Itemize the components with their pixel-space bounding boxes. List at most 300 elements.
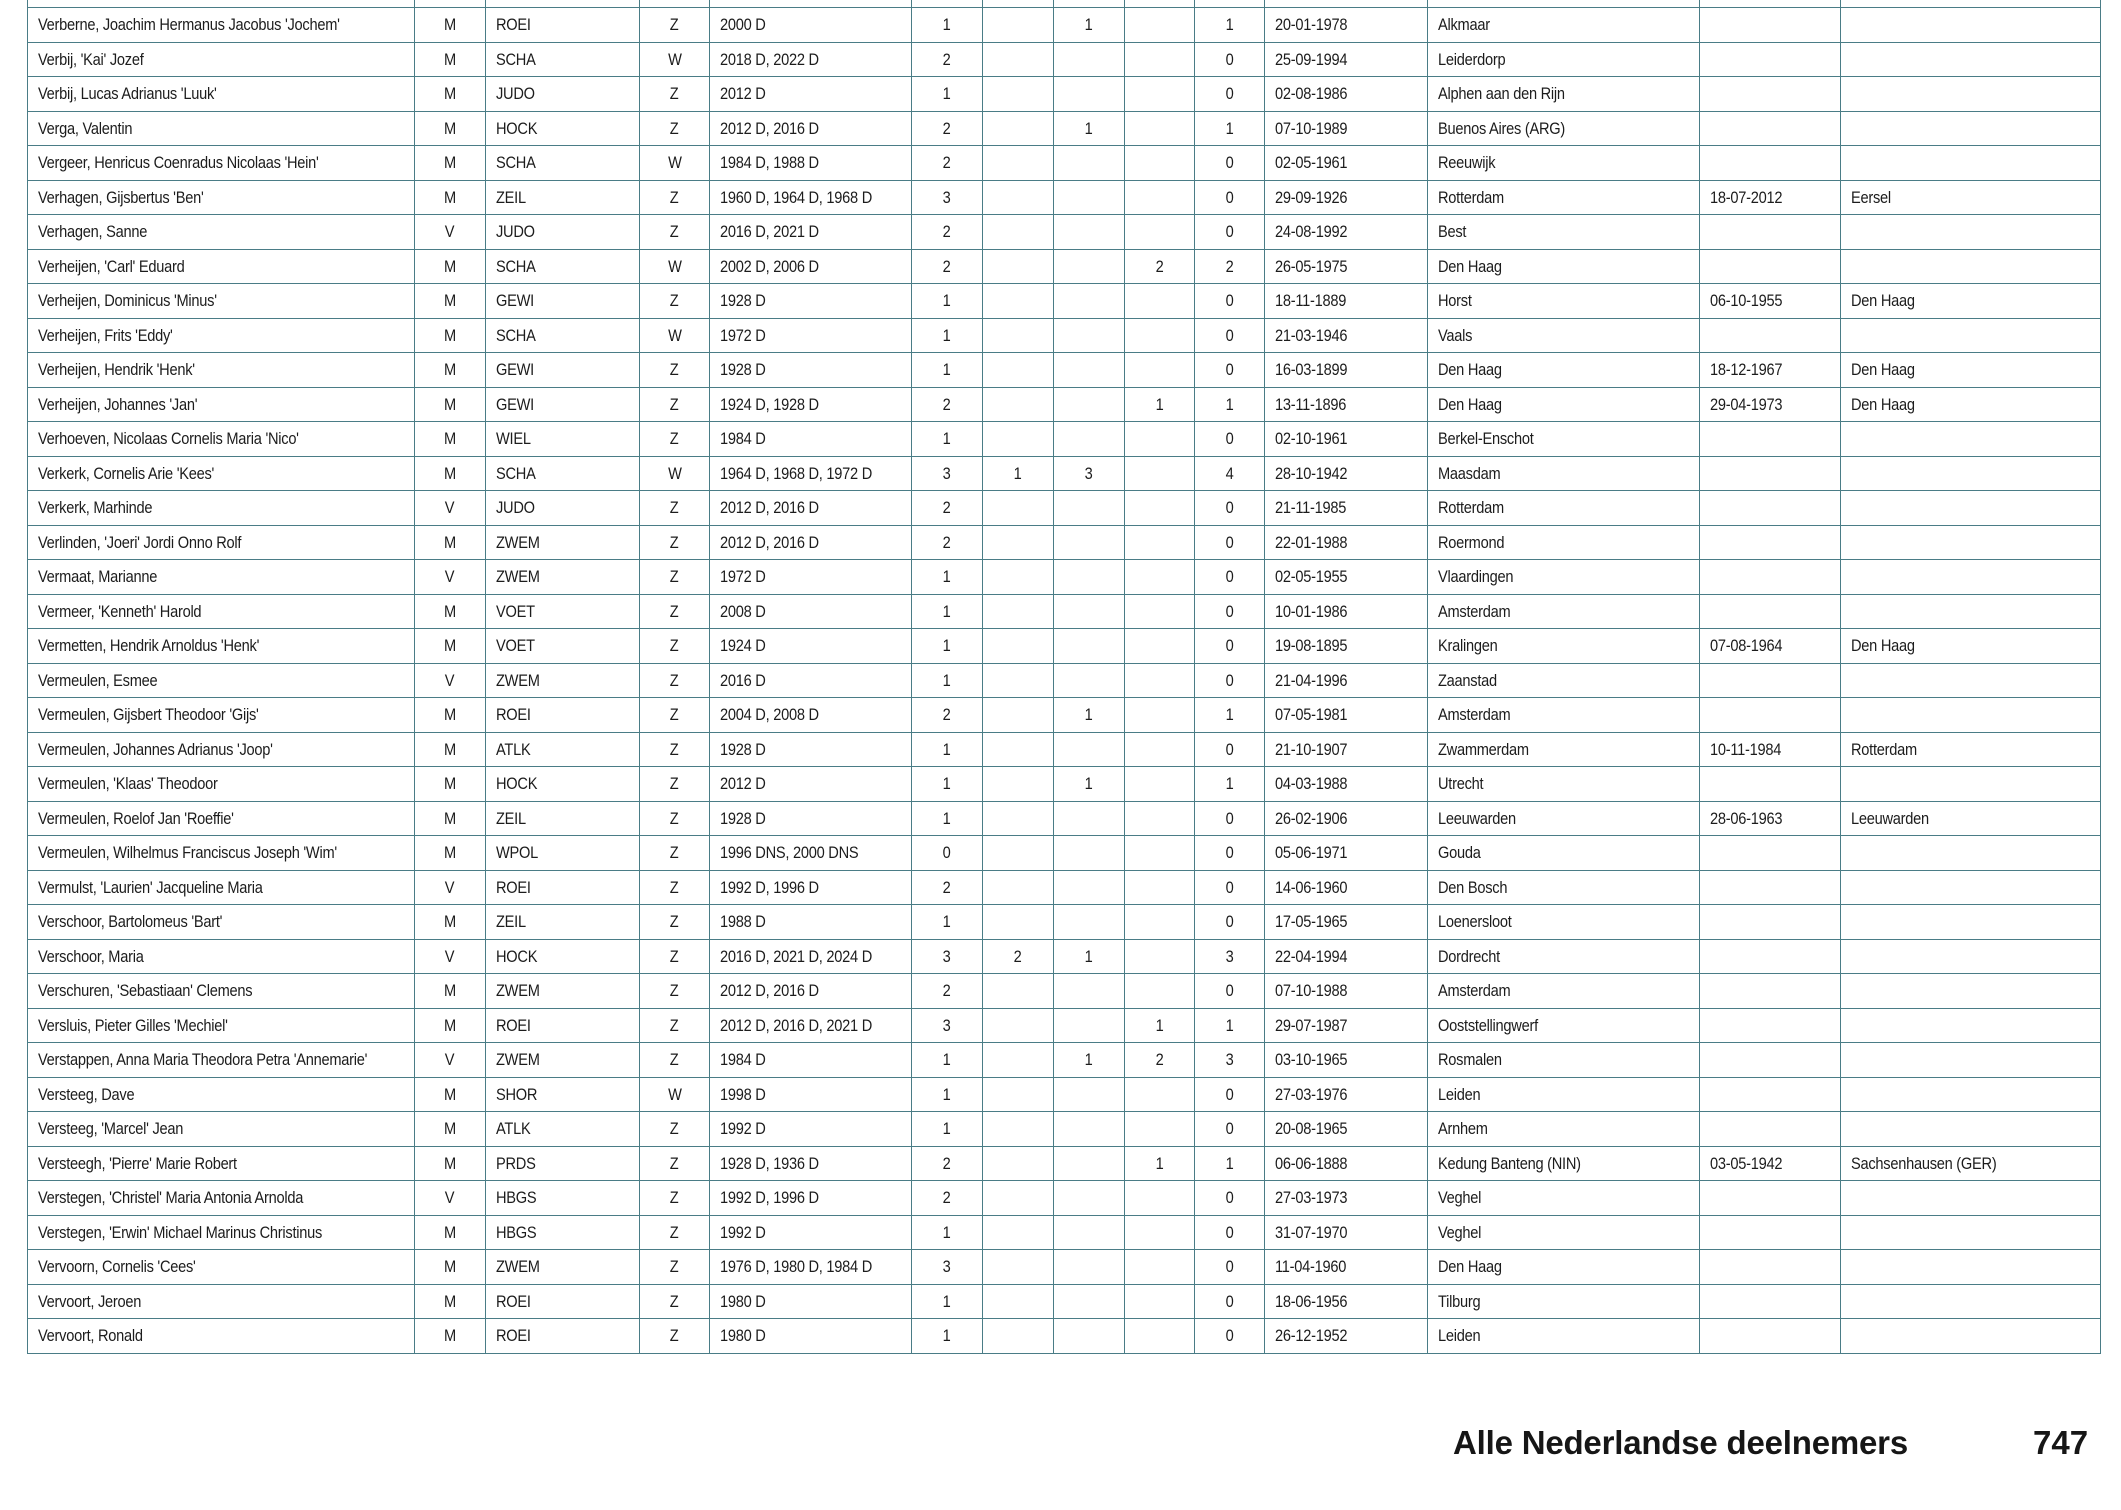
- gender-text: M: [444, 601, 456, 621]
- name-cell: [28, 801, 415, 836]
- medals-total-cell: [1195, 836, 1265, 871]
- bronze-cell: [1125, 284, 1195, 319]
- birth-place-cell: [1428, 801, 1700, 836]
- name-text: Vermulst, 'Laurien' Jacqueline Maria: [38, 877, 263, 897]
- participations-text: 1: [943, 1326, 951, 1346]
- sport-cell: [486, 456, 640, 491]
- death-date-cell: [1700, 1146, 1841, 1181]
- participants-sheet: [27, 0, 2100, 1354]
- birth-date-cell: [1265, 525, 1428, 560]
- gender-text: V: [445, 222, 455, 242]
- table-row: [28, 1077, 2101, 1112]
- gold-cell: [983, 1077, 1054, 1112]
- birth-place-text: Rotterdam: [1438, 187, 1504, 207]
- participations-text: 2: [943, 532, 951, 552]
- participations-cell: [912, 767, 983, 802]
- birth-date-cell: [1265, 1284, 1428, 1319]
- silver-cell: [1054, 249, 1125, 284]
- season-text: W: [667, 256, 682, 276]
- sport-cell: [486, 215, 640, 250]
- name-text: Verheijen, Hendrik 'Henk': [38, 360, 195, 380]
- season-cell: [640, 767, 710, 802]
- name-cell: [28, 77, 415, 112]
- gender-text: V: [445, 1050, 455, 1070]
- death-date-cell: [1700, 594, 1841, 629]
- death-place-cell: [1841, 42, 2101, 77]
- bronze-text: 2: [1155, 256, 1164, 276]
- birth-place-cell: [1428, 939, 1700, 974]
- birth-place-text: Veghel: [1438, 1222, 1482, 1242]
- bronze-cell: [1125, 1043, 1195, 1078]
- gender-cell: [415, 146, 486, 181]
- birth-date-cell: [1265, 1146, 1428, 1181]
- participations-cell: [912, 353, 983, 388]
- table-row: [28, 629, 2101, 664]
- silver-cell: [1054, 1146, 1125, 1181]
- silver-cell: [1054, 905, 1125, 940]
- gold-cell: [983, 1319, 1054, 1354]
- participations-text: 1: [943, 601, 951, 621]
- gold-cell: [983, 801, 1054, 836]
- gold-cell: [983, 456, 1054, 491]
- gender-cell: [415, 215, 486, 250]
- medals-total-cell: [1195, 180, 1265, 215]
- birth-date-cell: [1265, 836, 1428, 871]
- gender-cell: [415, 77, 486, 112]
- name-cell: [28, 1043, 415, 1078]
- gender-text: M: [444, 394, 456, 414]
- sport-cell: [486, 1112, 640, 1147]
- games-cell: [710, 111, 912, 146]
- participations-cell: [912, 456, 983, 491]
- name-text: Versteeg, 'Marcel' Jean: [38, 1119, 184, 1139]
- table-row: [28, 1008, 2101, 1043]
- gender-cell: [415, 491, 486, 526]
- participations-text: 0: [943, 843, 951, 863]
- silver-text: 1: [1085, 15, 1093, 35]
- death-date-cell: [1700, 870, 1841, 905]
- name-text: Verhoeven, Nicolaas Cornelis Maria 'Nico': [38, 429, 299, 449]
- table-row: [28, 249, 2101, 284]
- gender-cell: [415, 1008, 486, 1043]
- bronze-cell: [1125, 491, 1195, 526]
- gold-cell: [983, 1112, 1054, 1147]
- bronze-cell: [1125, 663, 1195, 698]
- participations-cell: [912, 318, 983, 353]
- season-text: Z: [670, 739, 679, 759]
- death-date-cell: [1700, 801, 1841, 836]
- medals-total-cell: [1195, 870, 1265, 905]
- games-cell: [710, 42, 912, 77]
- games-text: 1980 D: [720, 1326, 766, 1346]
- sport-cell: [486, 1077, 640, 1112]
- birth-place-text: Tilburg: [1438, 1291, 1481, 1311]
- name-cell: [28, 629, 415, 664]
- birth-date-text: 05-06-1971: [1275, 843, 1348, 863]
- games-text: 2002 D, 2006 D: [720, 256, 819, 276]
- sport-text: ROEI: [496, 705, 531, 725]
- season-text: Z: [670, 601, 679, 621]
- season-text: W: [667, 325, 682, 345]
- games-text: 2016 D: [720, 670, 766, 690]
- participations-cell: [912, 1008, 983, 1043]
- birth-place-cell: [1428, 42, 1700, 77]
- sport-text: GEWI: [496, 394, 534, 414]
- gold-cell: [983, 698, 1054, 733]
- death-place-cell: [1841, 146, 2101, 181]
- death-date-cell: [1700, 42, 1841, 77]
- name-text: Verbij, Lucas Adrianus 'Luuk': [38, 84, 217, 104]
- season-cell: [640, 318, 710, 353]
- birth-date-text: 26-05-1975: [1275, 256, 1348, 276]
- medals-total-text: 0: [1225, 636, 1234, 656]
- table-row: [28, 42, 2101, 77]
- participations-cell: [912, 1077, 983, 1112]
- gender-text: M: [444, 1222, 456, 1242]
- medals-total-cell: [1195, 456, 1265, 491]
- gold-cell: [983, 491, 1054, 526]
- medals-total-text: 3: [1225, 946, 1234, 966]
- silver-text: 3: [1085, 463, 1093, 483]
- birth-place-cell: [1428, 1215, 1700, 1250]
- medals-total-cell: [1195, 146, 1265, 181]
- name-text: Verheijen, Dominicus 'Minus': [38, 291, 217, 311]
- season-cell: [640, 698, 710, 733]
- birth-place-cell: [1428, 1181, 1700, 1216]
- birth-date-text: 22-01-1988: [1275, 532, 1348, 552]
- birth-place-cell: [1428, 491, 1700, 526]
- medals-total-cell: [1195, 1181, 1265, 1216]
- medals-total-text: 0: [1225, 429, 1234, 449]
- birth-date-text: 26-02-1906: [1275, 808, 1348, 828]
- sport-cell: [486, 525, 640, 560]
- gold-cell: [983, 1181, 1054, 1216]
- death-date-cell: [1700, 698, 1841, 733]
- name-text: Vermeulen, Johannes Adrianus 'Joop': [38, 739, 273, 759]
- sport-cell: [486, 870, 640, 905]
- birth-date-cell: [1265, 422, 1428, 457]
- death-date-text: 28-06-1963: [1710, 808, 1783, 828]
- medals-total-text: 0: [1225, 1257, 1234, 1277]
- gold-text: 2: [1014, 946, 1022, 966]
- silver-cell: [1054, 1319, 1125, 1354]
- name-cell: [28, 353, 415, 388]
- gender-text: M: [444, 912, 456, 932]
- bronze-cell: [1125, 1077, 1195, 1112]
- games-cell: [710, 1215, 912, 1250]
- death-place-text: Eersel: [1851, 187, 1891, 207]
- medals-total-cell: [1195, 698, 1265, 733]
- death-place-cell: [1841, 767, 2101, 802]
- gender-cell: [415, 939, 486, 974]
- games-text: 1972 D: [720, 567, 766, 587]
- birth-date-cell: [1265, 663, 1428, 698]
- silver-text: 1: [1085, 705, 1093, 725]
- death-place-text: Rotterdam: [1851, 739, 1917, 759]
- death-place-cell: [1841, 1077, 2101, 1112]
- birth-date-text: 03-10-1965: [1275, 1050, 1348, 1070]
- gender-text: M: [444, 118, 456, 138]
- medals-total-cell: [1195, 767, 1265, 802]
- death-place-cell: [1841, 180, 2101, 215]
- death-place-cell: [1841, 1008, 2101, 1043]
- games-text: 2012 D: [720, 774, 766, 794]
- gender-cell: [415, 801, 486, 836]
- name-cell: [28, 42, 415, 77]
- participations-text: 3: [943, 463, 951, 483]
- participations-cell: [912, 732, 983, 767]
- birth-place-cell: [1428, 905, 1700, 940]
- games-text: 1928 D, 1936 D: [720, 1153, 819, 1173]
- death-date-cell: [1700, 767, 1841, 802]
- birth-place-text: Zwammerdam: [1438, 739, 1529, 759]
- season-cell: [640, 77, 710, 112]
- table-row: [28, 180, 2101, 215]
- sport-cell: [486, 732, 640, 767]
- birth-date-text: 14-06-1960: [1275, 877, 1348, 897]
- participations-cell: [912, 77, 983, 112]
- gender-cell: [415, 870, 486, 905]
- name-cell: [28, 698, 415, 733]
- gold-cell: [983, 318, 1054, 353]
- birth-date-cell: [1265, 353, 1428, 388]
- participations-text: 1: [943, 1222, 951, 1242]
- birth-date-text: 17-05-1965: [1275, 912, 1348, 932]
- medals-total-cell: [1195, 525, 1265, 560]
- gender-text: M: [444, 429, 456, 449]
- silver-cell: [1054, 1077, 1125, 1112]
- season-cell: [640, 1112, 710, 1147]
- bronze-cell: [1125, 732, 1195, 767]
- participations-cell: [912, 387, 983, 422]
- table-row: [28, 215, 2101, 250]
- silver-cell: [1054, 1008, 1125, 1043]
- birth-date-cell: [1265, 146, 1428, 181]
- medals-total-cell: [1195, 663, 1265, 698]
- birth-date-text: 02-05-1961: [1275, 153, 1348, 173]
- season-text: W: [667, 463, 682, 483]
- participations-cell: [912, 1250, 983, 1285]
- birth-place-text: Berkel-Enschot: [1438, 429, 1534, 449]
- sport-text: SCHA: [496, 256, 536, 276]
- medals-total-text: 0: [1225, 1222, 1234, 1242]
- birth-place-cell: [1428, 353, 1700, 388]
- gender-text: M: [444, 532, 456, 552]
- birth-place-cell: [1428, 594, 1700, 629]
- medals-total-cell: [1195, 801, 1265, 836]
- games-text: 2012 D: [720, 84, 766, 104]
- birth-place-text: Gouda: [1438, 843, 1481, 863]
- birth-date-text: 26-12-1952: [1275, 1326, 1348, 1346]
- death-place-cell: [1841, 1112, 2101, 1147]
- medals-total-text: 0: [1225, 153, 1234, 173]
- season-text: Z: [670, 1257, 679, 1277]
- gold-cell: [983, 215, 1054, 250]
- sport-text: GEWI: [496, 291, 534, 311]
- name-text: Verheijen, 'Carl' Eduard: [38, 256, 185, 276]
- season-cell: [640, 284, 710, 319]
- death-date-cell: [1700, 8, 1841, 43]
- name-text: Vermaat, Marianne: [38, 567, 158, 587]
- sport-text: HOCK: [496, 118, 538, 138]
- death-place-cell: [1841, 318, 2101, 353]
- medals-total-text: 0: [1225, 912, 1234, 932]
- medals-total-cell: [1195, 422, 1265, 457]
- table-row: [28, 1043, 2101, 1078]
- silver-cell: [1054, 1284, 1125, 1319]
- birth-date-text: 11-04-1960: [1275, 1257, 1347, 1277]
- sport-cell: [486, 663, 640, 698]
- death-place-cell: [1841, 1319, 2101, 1354]
- games-cell: [710, 1008, 912, 1043]
- gender-text: M: [444, 636, 456, 656]
- sport-cell: [486, 1043, 640, 1078]
- birth-place-cell: [1428, 870, 1700, 905]
- season-text: W: [667, 153, 682, 173]
- death-date-cell: [1700, 1250, 1841, 1285]
- silver-cell: [1054, 974, 1125, 1009]
- birth-date-cell: [1265, 387, 1428, 422]
- birth-date-text: 28-10-1942: [1275, 463, 1348, 483]
- participations-text: 2: [943, 118, 951, 138]
- gender-cell: [415, 284, 486, 319]
- medals-total-text: 0: [1225, 1119, 1234, 1139]
- birth-date-cell: [1265, 42, 1428, 77]
- participations-cell: [912, 594, 983, 629]
- birth-date-cell: [1265, 111, 1428, 146]
- sport-text: ATLK: [496, 1119, 531, 1139]
- table-row: [28, 594, 2101, 629]
- medals-total-text: 0: [1225, 360, 1234, 380]
- sport-cell: [486, 180, 640, 215]
- death-date-cell: [1700, 215, 1841, 250]
- name-cell: [28, 422, 415, 457]
- participations-cell: [912, 1043, 983, 1078]
- bronze-cell: [1125, 180, 1195, 215]
- gender-cell: [415, 111, 486, 146]
- birth-place-text: Alphen aan den Rijn: [1438, 84, 1565, 104]
- gold-cell: [983, 180, 1054, 215]
- gender-text: M: [444, 1084, 456, 1104]
- birth-date-text: 29-09-1926: [1275, 187, 1348, 207]
- sport-cell: [486, 1181, 640, 1216]
- name-cell: [28, 870, 415, 905]
- sport-cell: [486, 491, 640, 526]
- birth-place-cell: [1428, 629, 1700, 664]
- name-text: Verhagen, Sanne: [38, 222, 148, 242]
- birth-date-cell: [1265, 284, 1428, 319]
- gender-cell: [415, 836, 486, 871]
- name-text: Versteeg, Dave: [38, 1084, 135, 1104]
- table-row: [28, 870, 2101, 905]
- silver-cell: [1054, 180, 1125, 215]
- birth-place-cell: [1428, 456, 1700, 491]
- season-text: Z: [670, 774, 679, 794]
- death-place-cell: [1841, 594, 2101, 629]
- season-cell: [640, 560, 710, 595]
- games-text: 2008 D: [720, 601, 766, 621]
- birth-place-text: Ooststellingwerf: [1438, 1015, 1538, 1035]
- birth-date-text: 21-10-1907: [1275, 739, 1348, 759]
- games-cell: [710, 560, 912, 595]
- sport-text: PRDS: [496, 1153, 536, 1173]
- birth-place-text: Arnhem: [1438, 1119, 1488, 1139]
- name-cell: [28, 905, 415, 940]
- participations-text: 1: [943, 84, 951, 104]
- sport-text: JUDO: [496, 222, 535, 242]
- birth-date-cell: [1265, 1250, 1428, 1285]
- games-cell: [710, 1319, 912, 1354]
- death-date-cell: [1700, 1319, 1841, 1354]
- bronze-cell: [1125, 1215, 1195, 1250]
- medals-total-text: 0: [1225, 670, 1234, 690]
- medals-total-text: 0: [1225, 877, 1234, 897]
- page-number: 747: [2033, 1424, 2089, 1461]
- participations-text: 1: [943, 739, 951, 759]
- games-text: 1992 D, 1996 D: [720, 1188, 819, 1208]
- medals-total-text: 0: [1225, 49, 1234, 69]
- birth-date-text: 02-10-1961: [1275, 429, 1348, 449]
- bronze-cell: [1125, 698, 1195, 733]
- name-cell: [28, 180, 415, 215]
- death-date-cell: [1700, 456, 1841, 491]
- silver-cell: [1054, 491, 1125, 526]
- season-text: Z: [670, 498, 679, 518]
- season-cell: [640, 1077, 710, 1112]
- participations-cell: [912, 525, 983, 560]
- death-date-cell: [1700, 732, 1841, 767]
- season-cell: [640, 456, 710, 491]
- season-cell: [640, 146, 710, 181]
- birth-place-text: Leiderdorp: [1438, 49, 1506, 69]
- birth-date-cell: [1265, 215, 1428, 250]
- medals-total-cell: [1195, 318, 1265, 353]
- death-date-cell: [1700, 353, 1841, 388]
- bronze-cell: [1125, 560, 1195, 595]
- participations-text: 1: [943, 325, 951, 345]
- birth-date-text: 10-01-1986: [1275, 601, 1348, 621]
- gold-cell: [983, 77, 1054, 112]
- silver-text: 1: [1085, 774, 1093, 794]
- season-text: Z: [670, 1326, 679, 1346]
- medals-total-text: 0: [1225, 739, 1234, 759]
- games-cell: [710, 767, 912, 802]
- gender-cell: [415, 732, 486, 767]
- season-cell: [640, 1181, 710, 1216]
- name-cell: [28, 732, 415, 767]
- bronze-cell: [1125, 77, 1195, 112]
- gold-cell: [983, 1008, 1054, 1043]
- gold-cell: [983, 1284, 1054, 1319]
- season-text: Z: [670, 15, 679, 35]
- sport-cell: [486, 801, 640, 836]
- bronze-cell: [1125, 939, 1195, 974]
- gold-cell: [983, 1215, 1054, 1250]
- birth-date-text: 27-03-1976: [1275, 1084, 1348, 1104]
- gender-text: M: [444, 15, 456, 35]
- gender-text: M: [444, 1326, 456, 1346]
- death-date-cell: [1700, 525, 1841, 560]
- gender-text: M: [444, 1015, 456, 1035]
- birth-date-cell: [1265, 1181, 1428, 1216]
- gold-cell: [983, 1146, 1054, 1181]
- table-row: [28, 663, 2101, 698]
- sport-cell: [486, 284, 640, 319]
- birth-place-cell: [1428, 767, 1700, 802]
- games-text: 1996 DNS, 2000 DNS: [720, 843, 859, 863]
- table-row: [28, 456, 2101, 491]
- name-text: Vermeulen, Gijsbert Theodoor 'Gijs': [38, 705, 259, 725]
